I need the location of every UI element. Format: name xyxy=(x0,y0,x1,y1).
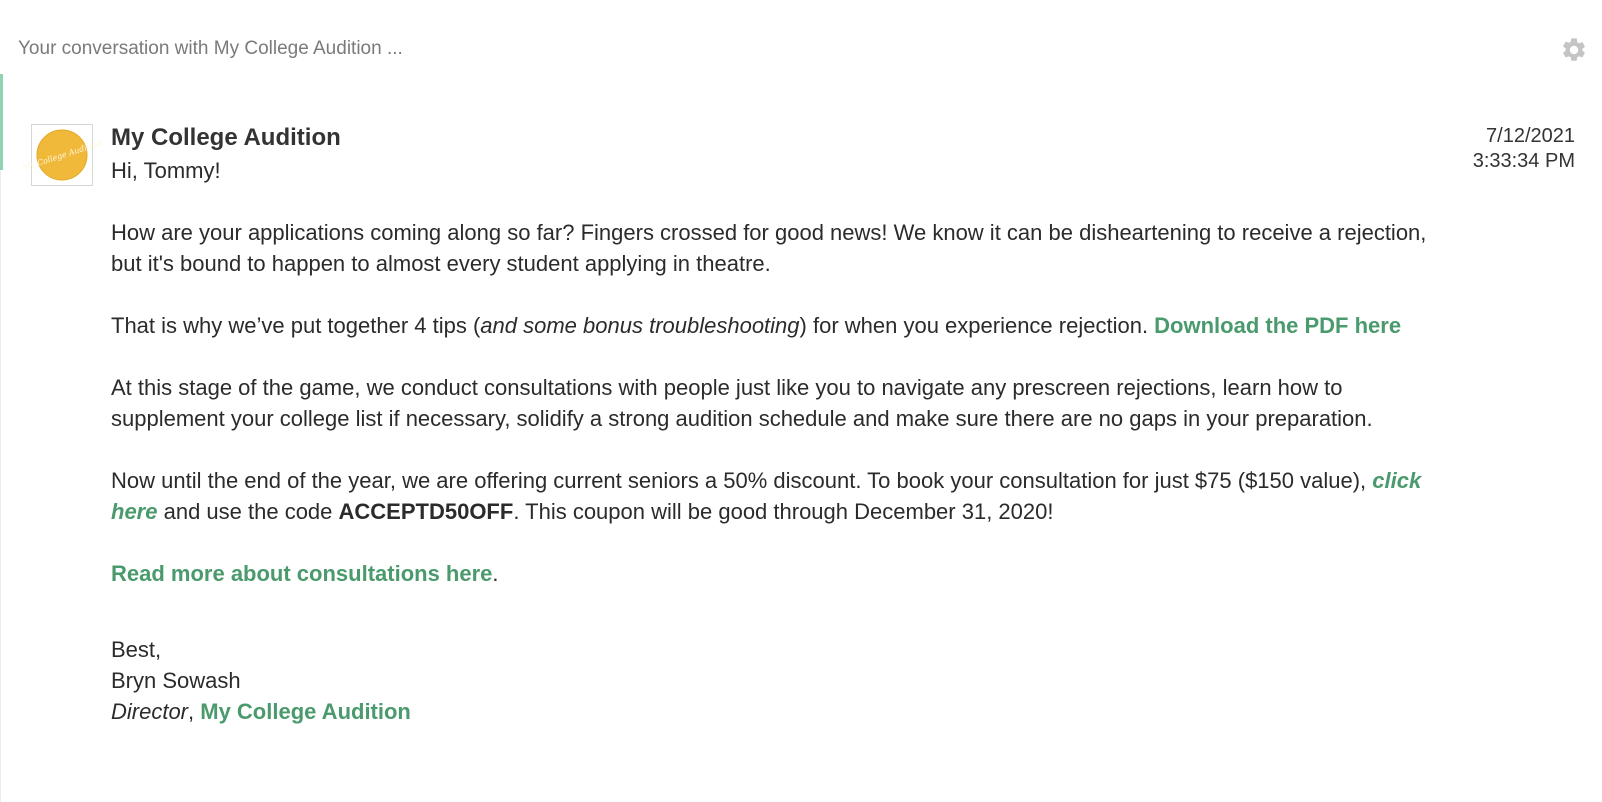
click-here-link[interactable]: click here xyxy=(111,468,1422,524)
greeting: Hi, Tommy! xyxy=(111,158,221,183)
conversation-header xyxy=(0,0,1602,100)
signature-role-line xyxy=(111,696,1441,727)
paragraph-5-period: . xyxy=(492,561,499,586)
message-time: 3:33:34 PM xyxy=(1472,150,1575,172)
left-divider xyxy=(0,170,1,802)
paragraph-4-text: Now until the end of the year, we are offering current seniors a 50% discount. To book your consultation for just $75 ($150 value), xyxy=(111,468,1373,493)
sender-avatar xyxy=(21,124,103,186)
paragraph-4-text-middle: and use the code xyxy=(157,499,339,524)
message-body xyxy=(111,155,1441,727)
paragraph-4 xyxy=(111,465,1441,527)
signature-role: Director xyxy=(111,699,189,724)
sender-name: My College Audition xyxy=(111,124,341,151)
signature-separator: , xyxy=(188,699,201,724)
download-pdf-link[interactable]: Download the PDF here xyxy=(1154,313,1402,338)
paragraph-4-text-after: . This coupon will be good through December 31, 2020! xyxy=(513,499,1054,524)
read-more-consultations-link[interactable]: Read more about consultations here xyxy=(111,561,493,586)
paragraph-2-italic: and some bonus troubleshooting xyxy=(480,313,800,338)
paragraph-5 xyxy=(111,558,1441,589)
logo-text: My College Audition xyxy=(21,138,103,173)
paragraph-1: How are your applications coming along so far? Fingers crossed for good news! We know it can be disheartening to receive a rejection, but it's bound to happen to almost every student applying in theatre. xyxy=(111,220,1427,276)
coupon-code: ACCEPTD50OFF xyxy=(338,499,514,524)
paragraph-3: At this stage of the game, we conduct consultations with people just like you to navigate any prescreen rejections, learn how to supplement your college list if necessary, solidify a strong audition schedule and make sure there are no gaps in your preparation. xyxy=(111,375,1373,431)
signature-name: Bryn Sowash xyxy=(111,668,241,693)
conversation-title: Your conversation with My College Audition ... xyxy=(18,38,403,59)
my-college-audition-logo-icon xyxy=(21,129,103,181)
gear-icon[interactable] xyxy=(1560,36,1588,64)
message-timestamp xyxy=(1473,124,1575,174)
paragraph-2 xyxy=(111,310,1441,341)
paragraph-2-text: That is why we’ve put together 4 tips ( xyxy=(111,313,481,338)
paragraph-2-text-after: ) for when you experience rejection. xyxy=(799,313,1155,338)
signature-closing: Best, xyxy=(111,637,162,662)
signature-org-link[interactable]: My College Audition xyxy=(200,699,411,724)
message-date: 7/12/2021 xyxy=(1486,125,1575,147)
